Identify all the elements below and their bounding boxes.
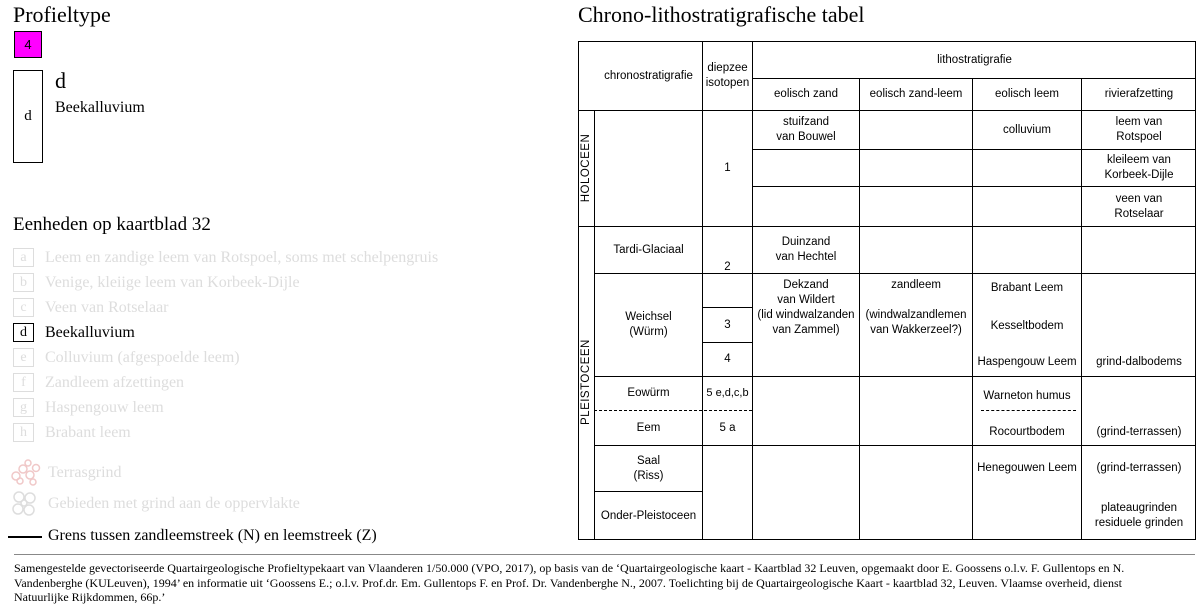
profieltype-title: Profieltype: [13, 2, 111, 27]
cell-brabant-leem: Brabant Leem: [990, 281, 1064, 294]
unit-key: d: [13, 323, 34, 342]
chrono-tardi-glaciaal: Tardi-Glaciaal: [613, 243, 684, 256]
header-diepzee-isotopen: diepzee isotopen: [705, 62, 750, 89]
unit-item-d: [13, 322, 473, 343]
isotoop-3: 3: [724, 318, 731, 331]
unit-key: g: [13, 398, 34, 417]
unit-key: e: [13, 348, 34, 367]
unit-label: Colluvium (afgespoelde leem): [45, 348, 240, 366]
isotoop-1: 1: [724, 162, 731, 174]
cell-henegouwen-leem: Henegouwen Leem: [977, 462, 1077, 474]
chrono-saal: Saal (Riss): [633, 454, 664, 482]
footer-source-note: Samengestelde gevectoriseerde Quartairgeologische Profieltypekaart van Vlaanderen 1/50.000 (VPO, 2017), op basis van de ‘Quartairgeologische kaart - Kaartblad 32 Leuven, opgemaakt door E. Goossens o.l.v. F. Gullentops en N. Vandenberghe (KULeuven), 1994’ en informatie uit ‘Goossens E.; o.l.v. Prof.dr. Em. Gullentops F. en Prof. Dr. Vandenberghe N., 2007. Toelichting bij de Quartairgeologische Kaart - kaartblad 32, Leuven. Vlaamse overheid, dienst Natuurlijke Rijkdommen, 66p.’: [14, 561, 1125, 604]
cell-leem-rotspoel: leem van Rotspoel: [1115, 116, 1163, 143]
period-pleistoceen: PLEISTOCEEN: [580, 339, 592, 425]
chrono-litho-table: [578, 41, 1196, 540]
profieltype-layer-letter: d: [55, 68, 66, 93]
cell-stuifzand-bouwel: stuifzand van Bouwel: [776, 116, 836, 143]
cell-veen-rotselaar: veen van Rotselaar: [1114, 192, 1164, 220]
header-eolisch-zand: eolisch zand: [774, 88, 838, 100]
grens-label: Grens tussen zandleemstreek (N) en leemstreek (Z): [48, 527, 377, 544]
isotoop-5a: 5 a: [719, 421, 736, 434]
unit-item-c: [13, 297, 473, 318]
period-holoceen: HOLOCEEN: [580, 133, 592, 203]
unit-key: a: [13, 248, 34, 267]
unit-key: f: [13, 373, 34, 392]
unit-label: Beekalluvium: [45, 323, 135, 341]
isotoop-4: 4: [724, 353, 731, 365]
unit-item-b: [13, 272, 473, 293]
unit-label: Veen van Rotselaar: [45, 298, 169, 316]
cell-kleileem-korbeek: kleileem van Korbeek-Dijle: [1104, 154, 1174, 181]
unit-label: Brabant leem: [45, 423, 131, 441]
isotoop-2: 2: [724, 260, 731, 273]
profieltype-layer-name: Beekalluvium: [55, 99, 145, 116]
cell-plateaugrinden: plateaugrinden residuele grinden: [1094, 502, 1184, 529]
unit-item-e: [13, 347, 473, 368]
cell-haspengouw-leem: Haspengouw Leem: [977, 355, 1077, 368]
header-rivierafzetting: rivierafzetting: [1104, 88, 1174, 100]
cell-dekzand-wildert: Dekzand van Wildert (lid windwalzanden van Zammel): [757, 279, 855, 336]
header-eolisch-zand-leem: eolisch zand-leem: [869, 88, 963, 100]
cell-duinzand-hechtel: Duinzand van Hechtel: [775, 236, 837, 263]
chrono-weichsel: Weichsel (Würm): [625, 311, 672, 338]
unit-label: Zandleem afzettingen: [45, 373, 185, 391]
unit-key: b: [13, 273, 34, 292]
header-chronostratigrafie: chronostratigrafie: [604, 69, 693, 82]
unit-label: Haspengouw leem: [45, 398, 164, 416]
profieltype-layer-box: d: [13, 70, 43, 163]
cell-grind-dalbodems: grind-dalbodems: [1096, 355, 1182, 368]
chrono-eowurm: Eowürm: [627, 387, 670, 399]
cell-rocourtbodem: Rocourtbodem: [989, 425, 1065, 438]
isotoop-5-ebcd: 5 e,d,c,b: [706, 387, 749, 399]
cell-colluvium: colluvium: [1003, 123, 1051, 136]
footer-rule: [14, 554, 1195, 555]
unit-item-h: [13, 422, 473, 443]
header-lithostratigrafie: lithostratigrafie: [937, 53, 1012, 66]
profieltype-code-swatch: 4: [14, 31, 42, 58]
eenheden-title: Eenheden op kaartblad 32: [13, 214, 211, 235]
unit-label: Leem en zandige leem van Rotspoel, soms met schelpengruis: [45, 248, 439, 266]
chrono-eem: Eem: [636, 421, 661, 434]
chrono-onder-pleistoceen: Onder-Pleistoceen: [600, 509, 697, 522]
tabel-title: Chrono-lithostratigrafische tabel: [578, 2, 865, 27]
terrasgrind-label: Terrasgrind: [48, 464, 122, 481]
unit-item-a: [13, 247, 473, 268]
grind-oppervlakte-symbol: [10, 489, 42, 519]
unit-item-f: [13, 372, 473, 393]
grind-oppervlakte-label: Gebieden met grind aan de oppervlakte: [48, 495, 300, 512]
header-eolisch-leem: eolisch leem: [995, 88, 1059, 100]
cell-zandleem: zandleem (windwalzandlemen van Wakkerzeel?): [865, 279, 967, 336]
unit-key: c: [13, 298, 34, 317]
cell-grind-terrassen-saal: (grind-terrassen): [1096, 462, 1182, 474]
unit-item-g: [13, 397, 473, 418]
grens-line-symbol: [8, 536, 42, 538]
cell-warneton-humus: Warneton humus: [983, 389, 1071, 402]
cell-grind-terrassen-eem: (grind-terrassen): [1096, 425, 1182, 438]
unit-label: Venige, kleiige leem van Korbeek-Dijle: [45, 273, 300, 291]
terrasgrind-symbol: [8, 458, 44, 486]
unit-key: h: [13, 423, 34, 442]
cell-kesseltbodem: Kesseltbodem: [990, 319, 1064, 332]
